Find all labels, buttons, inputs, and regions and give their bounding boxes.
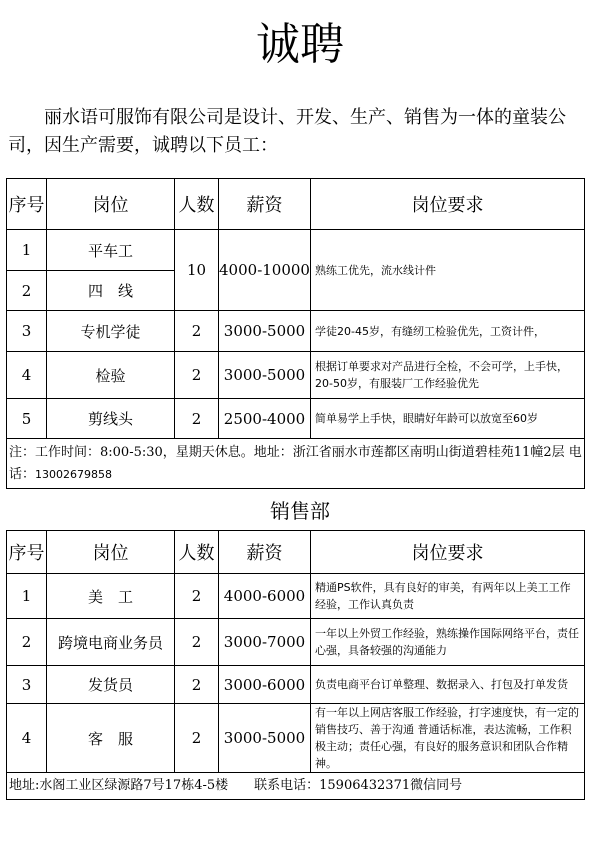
- row-no: 1: [7, 574, 47, 619]
- row-requirements: 学徒20-45岁，有缝纫工检验优先，工资计件，: [311, 311, 585, 352]
- row-salary: 3000-5000: [219, 352, 311, 399]
- row-salary: 4000-10000: [219, 230, 311, 311]
- row-position: 客 服: [47, 704, 175, 773]
- row-no: 4: [7, 704, 47, 773]
- table-row: [7, 230, 585, 271]
- header-position: 岗位: [47, 531, 175, 574]
- row-salary: 3000-6000: [219, 666, 311, 704]
- row-count: 10: [175, 230, 219, 311]
- row-position: 检验: [47, 352, 175, 399]
- row-requirements: 简单易学上手快，眼睛好年龄可以放宽至60岁: [311, 399, 585, 439]
- note-phone: 13002679858: [35, 467, 112, 481]
- row-salary: 3000-5000: [219, 311, 311, 352]
- table-row: [7, 311, 585, 352]
- row-salary: 2500-4000: [219, 399, 311, 439]
- sales-table: [6, 530, 585, 800]
- row-requirements: 一年以上外贸工作经验，熟练操作国际网络平台，责任心强，具备较强的沟通能力: [311, 619, 585, 666]
- row-no: 2: [7, 271, 47, 311]
- row-count: 2: [175, 704, 219, 773]
- row-position: 跨境电商业务员: [47, 619, 175, 666]
- row-count: 2: [175, 666, 219, 704]
- header-count: 人数: [175, 531, 219, 574]
- row-requirements: 熟练工优先，流水线计件: [311, 230, 585, 311]
- row-no: 4: [7, 352, 47, 399]
- row-salary: 3000-5000: [219, 704, 311, 773]
- row-count: 2: [175, 311, 219, 352]
- production-table: [6, 178, 585, 489]
- row-requirements: 根据订单要求对产品进行全检，不会可学，上手快，20-50岁，有服装厂工作经验优先: [311, 352, 585, 399]
- header-count: 人数: [175, 179, 219, 230]
- row-no: 5: [7, 399, 47, 439]
- table-row: [7, 352, 585, 399]
- note-cell: [7, 439, 585, 489]
- row-position: 四 线: [47, 271, 175, 311]
- row-no: 3: [7, 311, 47, 352]
- header-salary: 薪资: [219, 179, 311, 230]
- row-position: 发货员: [47, 666, 175, 704]
- intro-text: 丽水语可服饰有限公司是设计、开发、生产、销售为一体的童装公司，因生产需要，诚聘以下员工：: [8, 107, 566, 156]
- page-title: 诚聘: [256, 19, 344, 70]
- row-count: 2: [175, 352, 219, 399]
- row-salary: 4000-6000: [219, 574, 311, 619]
- address-cell: 地址:水阁工业区绿源路7号17栋4-5楼 联系电话：15906432371微信同号: [7, 773, 585, 800]
- note-text: 注：工作时间：8:00-5:30，星期天休息。地址：浙江省丽水市莲都区南明山街道碧桂苑11幢2层 电话：: [9, 444, 582, 482]
- section-title-sales: 销售部: [270, 499, 330, 523]
- header-no: 序号: [7, 179, 47, 230]
- row-position: 专机学徒: [47, 311, 175, 352]
- header-position: 岗位: [47, 179, 175, 230]
- row-requirements: 精通PS软件，具有良好的审美，有两年以上美工工作经验，工作认真负责: [311, 574, 585, 619]
- row-no: 1: [7, 230, 47, 271]
- table-row: [7, 399, 585, 439]
- address-row: [7, 773, 585, 800]
- row-no: 3: [7, 666, 47, 704]
- header-requirements: 岗位要求: [311, 179, 585, 230]
- row-requirements: 有一年以上网店客服工作经验，打字速度快，有一定的销售技巧、善于沟通 普通话标准，表达流畅，工作积极主动；责任心强，有良好的服务意识和团队合作精神。: [311, 704, 585, 773]
- row-position: 平车工: [47, 230, 175, 271]
- header-salary: 薪资: [219, 531, 311, 574]
- row-count: 2: [175, 399, 219, 439]
- table-row: [7, 619, 585, 666]
- row-count: 2: [175, 619, 219, 666]
- row-no: 2: [7, 619, 47, 666]
- table-row: [7, 704, 585, 773]
- row-count: 2: [175, 574, 219, 619]
- row-requirements: 负责电商平台订单整理、数据录入、打包及打单发货: [311, 666, 585, 704]
- table-row: [7, 666, 585, 704]
- table-header-row: [7, 531, 585, 574]
- header-no: 序号: [7, 531, 47, 574]
- note-row: [7, 439, 585, 489]
- table-row: [7, 574, 585, 619]
- header-requirements: 岗位要求: [311, 531, 585, 574]
- row-salary: 3000-7000: [219, 619, 311, 666]
- row-position: 美 工: [47, 574, 175, 619]
- table-header-row: [7, 179, 585, 230]
- row-position: 剪线头: [47, 399, 175, 439]
